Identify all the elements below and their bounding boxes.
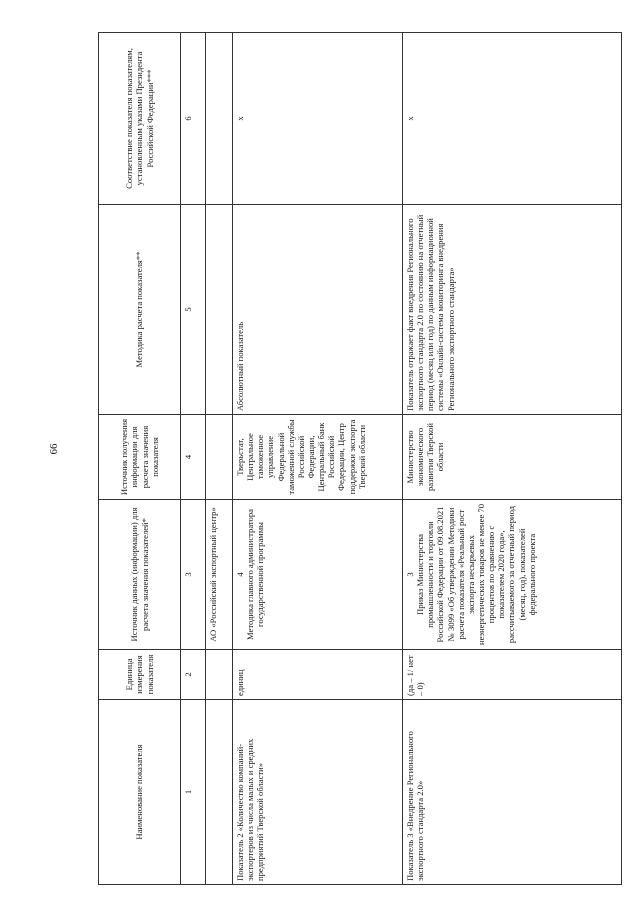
indicators-table xyxy=(98,32,622,885)
landscape-page xyxy=(98,33,622,885)
indicator-2-source xyxy=(233,500,403,650)
indicator-2-info-source: Тверьстат, Центральное таможенное управление Федеральной таможенной службы Российской Федерации, Центральный банк Российской Федерации, Центр поддержки экспорта Тверской области xyxy=(233,415,403,500)
header-unit: Единица измерения показателя xyxy=(99,650,181,700)
column-number: 4 xyxy=(181,415,206,500)
sub-cell-export-center: АО «Российский экспортный центр» xyxy=(206,500,233,650)
indicator-3-source xyxy=(403,500,622,650)
indicator-3-source-text: Приказ Министерства промышленности и торговли Российской Федерации от 09.08.2021 № 3099 «Об утверждении Методики расчета показателя «Реальный рост экспорта несырьевых неэнергетических товаров не менее 70 процентов по сравнению с показателем 2020 года», рассчитываемого за отчетный период (месяц, год), показателей федерального проекта xyxy=(415,503,537,646)
column-number: 6 xyxy=(181,33,206,205)
header-method: Методика расчета показателя** xyxy=(99,205,181,415)
indicator-3-unit: (да – 1/ нет – 0) xyxy=(403,650,622,700)
header-compliance: Соответствие показателя показателям, установленным указами Президента Российской Федерации*** xyxy=(99,33,181,205)
column-number: 1 xyxy=(181,700,206,885)
indicator-3-method: Показатель отражает факт внедрения Регионального экспортного стандарта 2.0 по состоянию на отчетный период (месяц или год) по данным информационной системы «Онлайн-система мониторинга внедрения Регионального экспортного стандарта» xyxy=(403,205,622,415)
indicator-2-name: Показатель 2 «Количество компаний-экспортеров из числа малых и средних предприятий Тверской области» xyxy=(233,700,403,885)
sub-cell xyxy=(206,415,233,500)
indicator-3-info-source: Министерство экономического развития Тверской области xyxy=(403,415,622,500)
page-number: 66 xyxy=(48,443,60,455)
indicator-3-name: Показатель 3 «Внедрение Регионального экспортного стандарта 2.0» xyxy=(403,700,622,885)
sub-cell xyxy=(206,650,233,700)
sub-cell xyxy=(206,700,233,885)
rotated-table-area xyxy=(98,33,622,885)
indicator-2-unit: единиц xyxy=(233,650,403,700)
column-number: 5 xyxy=(181,205,206,415)
table-row xyxy=(233,33,403,885)
indicator-2-source-text: Методика главного администратора государственной программы xyxy=(245,509,266,640)
sub-cell xyxy=(206,33,233,205)
indicator-2-source-num: 4 xyxy=(235,572,245,577)
header-info-source: Источник получения информации для расчета значения показателя xyxy=(99,415,181,500)
indicator-3-source-num: 3 xyxy=(405,572,415,577)
sub-header-row xyxy=(206,33,233,885)
header-row xyxy=(99,33,181,885)
indicator-3-compliance: х xyxy=(403,33,622,205)
column-number: 2 xyxy=(181,650,206,700)
header-data-source: Источник данных (информации) для расчета значения показателей* xyxy=(99,500,181,650)
indicator-2-method: Абсолютный показатель xyxy=(233,205,403,415)
sub-cell xyxy=(206,205,233,415)
indicator-2-compliance: х xyxy=(233,33,403,205)
header-indicator-name: Наименование показателя xyxy=(99,700,181,885)
column-number-row xyxy=(181,33,206,885)
table-row xyxy=(403,33,622,885)
column-number: 3 xyxy=(181,500,206,650)
